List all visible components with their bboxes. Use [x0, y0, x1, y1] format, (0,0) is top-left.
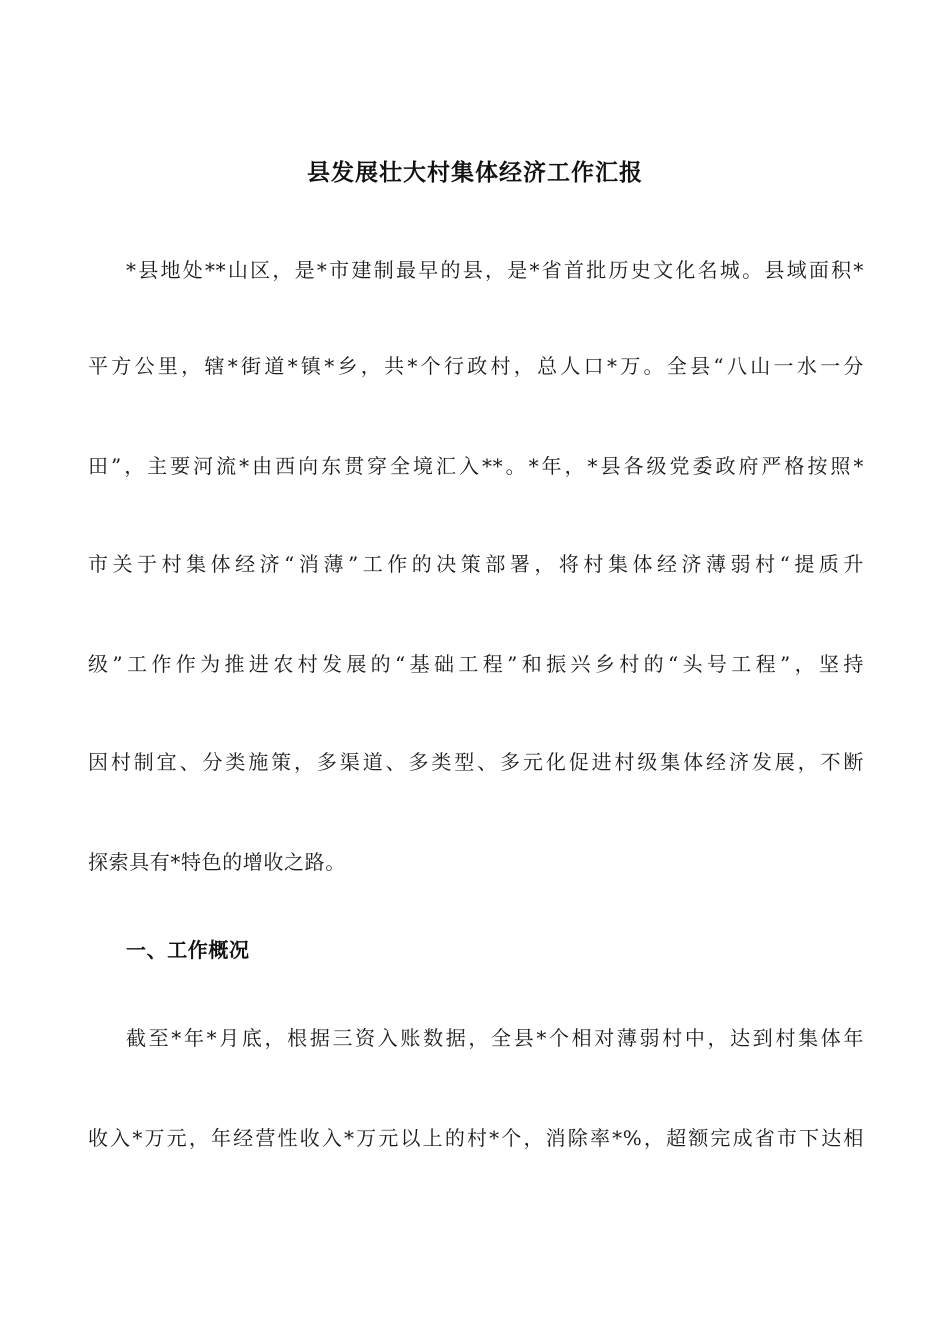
paragraph-line: 平方公里，辖*街道*镇*乡，共*个行政村，总人口*万。全县“八山一水一分 [88, 354, 864, 378]
paragraph-line: 截至*年*月底，根据三资入账数据，全县*个相对薄弱村中，达到村集体年 [126, 1026, 864, 1050]
document-title: 县发展壮大村集体经济工作汇报 [307, 160, 643, 186]
section-heading: 一、工作概况 [126, 938, 250, 962]
paragraph-line: 田”，主要河流*由西向东贯穿全境汇入**。*年，*县各级党委政府严格按照* [88, 454, 864, 478]
paragraph-line: *县地处**山区，是*市建制最早的县，是*省首批历史文化名城。县域面积* [126, 258, 864, 282]
paragraph-line: 因村制宜、分类施策，多渠道、多类型、多元化促进村级集体经济发展，不断 [88, 750, 864, 774]
paragraph-line: 级”工作作为推进农村发展的“基础工程”和振兴乡村的“头号工程”，坚持 [88, 652, 864, 676]
paragraph-line: 市关于村集体经济“消薄”工作的决策部署，将村集体经济薄弱村“提质升 [88, 552, 864, 576]
paragraph-line: 探索具有*特色的增收之路。 [88, 850, 346, 874]
paragraph-line: 收入*万元，年经营性收入*万元以上的村*个，消除率*%，超额完成省市下达相 [88, 1126, 864, 1150]
